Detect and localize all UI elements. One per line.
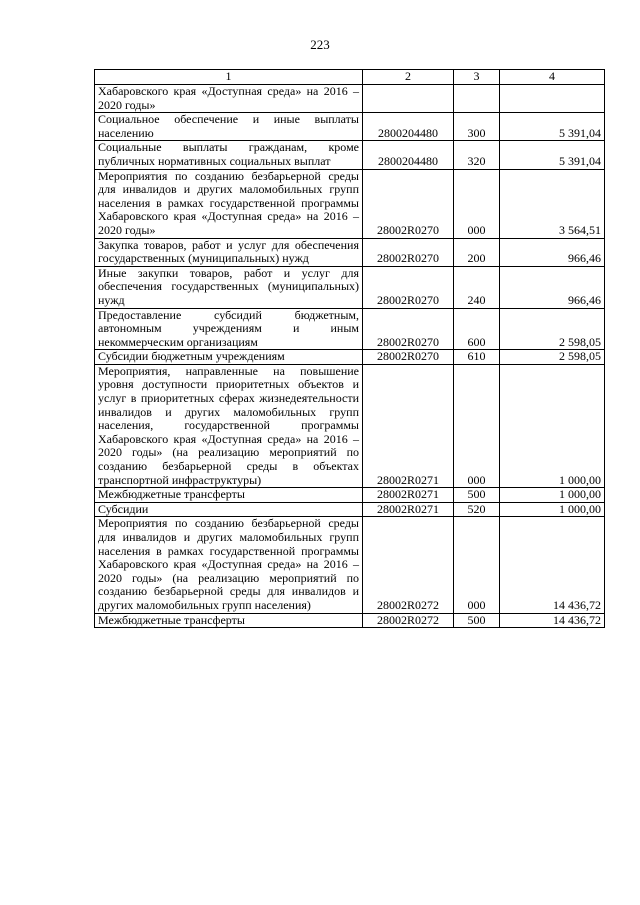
table-row (95, 364, 605, 487)
row-amount: 966,46 (500, 238, 605, 266)
row-code: 28002R0270 (363, 238, 454, 266)
row-name: Межбюджетные трансферты (95, 488, 363, 503)
row-code: 28002R0272 (363, 613, 454, 628)
row-amount: 1 000,00 (500, 364, 605, 487)
table-row (95, 308, 605, 350)
row-name: Межбюджетные трансферты (95, 613, 363, 628)
table-row (95, 238, 605, 266)
row-amount: 2 598,05 (500, 350, 605, 365)
table-row (95, 266, 605, 308)
row-type: 520 (454, 502, 500, 517)
row-amount: 2 598,05 (500, 308, 605, 350)
row-type: 000 (454, 364, 500, 487)
row-code: 28002R0270 (363, 169, 454, 238)
table-row (95, 113, 605, 141)
row-name: Мероприятия, направленные на повышение уровня доступности приоритетных объектов и услуг в приоритетных сферах жизнедеятельности инвалидов и других маломобильных групп населения, государственной программы Хабаровского края «Доступная среда» на 2016 – 2020 годы» (на реализацию мероприятий по созданию безбарьерной среды в объектах транспортной инфраструктуры) (95, 364, 363, 487)
row-amount: 1 000,00 (500, 502, 605, 517)
row-type: 200 (454, 238, 500, 266)
row-code: 2800204480 (363, 141, 454, 169)
page-number: 223 (310, 37, 330, 52)
column-header-name: 1 (95, 70, 363, 85)
row-name: Социальные выплаты гражданам, кроме публичных нормативных социальных выплат (95, 141, 363, 169)
row-code: 28002R0271 (363, 364, 454, 487)
row-type (454, 85, 500, 113)
row-type: 610 (454, 350, 500, 365)
column-header-code: 2 (363, 70, 454, 85)
table-row (95, 517, 605, 613)
table-row (95, 169, 605, 238)
row-code (363, 85, 454, 113)
row-name: Мероприятия по созданию безбарьерной среды для инвалидов и других маломобильных групп населения в рамках государственной программы Хабаровского края «Доступная среда» на 2016 – 2020 годы» (95, 169, 363, 238)
row-type: 240 (454, 266, 500, 308)
row-amount: 5 391,04 (500, 141, 605, 169)
row-amount (500, 85, 605, 113)
row-code: 2800204480 (363, 113, 454, 141)
row-amount: 966,46 (500, 266, 605, 308)
row-type: 500 (454, 488, 500, 503)
table-row (95, 613, 605, 628)
row-amount: 14 436,72 (500, 517, 605, 613)
row-type: 000 (454, 169, 500, 238)
row-type: 300 (454, 113, 500, 141)
row-code: 28002R0271 (363, 488, 454, 503)
row-type: 500 (454, 613, 500, 628)
header-row (95, 70, 605, 85)
row-code: 28002R0270 (363, 308, 454, 350)
row-amount: 1 000,00 (500, 488, 605, 503)
row-name: Социальное обеспечение и иные выплаты населению (95, 113, 363, 141)
budget-table (94, 69, 605, 628)
row-code: 28002R0270 (363, 266, 454, 308)
table-row (95, 141, 605, 169)
row-name: Предоставление субсидий бюджетным, автономным учреждениям и иным некоммерческим организациям (95, 308, 363, 350)
row-code: 28002R0271 (363, 502, 454, 517)
column-header-type: 3 (454, 70, 500, 85)
row-code: 28002R0270 (363, 350, 454, 365)
row-amount: 3 564,51 (500, 169, 605, 238)
row-amount: 14 436,72 (500, 613, 605, 628)
table-row (95, 350, 605, 365)
column-header-amount: 4 (500, 70, 605, 85)
row-type: 320 (454, 141, 500, 169)
table-row (95, 488, 605, 503)
row-type: 000 (454, 517, 500, 613)
row-name: Закупка товаров, работ и услуг для обеспечения государственных (муниципальных) нужд (95, 238, 363, 266)
row-amount: 5 391,04 (500, 113, 605, 141)
row-name: Субсидии (95, 502, 363, 517)
row-type: 600 (454, 308, 500, 350)
row-name: Мероприятия по созданию безбарьерной среды для инвалидов и других маломобильных групп населения в рамках государственной программы Хабаровского края «Доступная среда» на 2016 – 2020 годы» (на реализацию мероприятий по созданию безбарьерной среды для инвалидов и других маломобильных групп населения) (95, 517, 363, 613)
table-row (95, 502, 605, 517)
row-name: Хабаровского края «Доступная среда» на 2016 – 2020 годы» (95, 85, 363, 113)
row-code: 28002R0272 (363, 517, 454, 613)
table-row (95, 85, 605, 113)
row-name: Субсидии бюджетным учреждениям (95, 350, 363, 365)
row-name: Иные закупки товаров, работ и услуг для обеспечения государственных (муниципальных) нужд (95, 266, 363, 308)
